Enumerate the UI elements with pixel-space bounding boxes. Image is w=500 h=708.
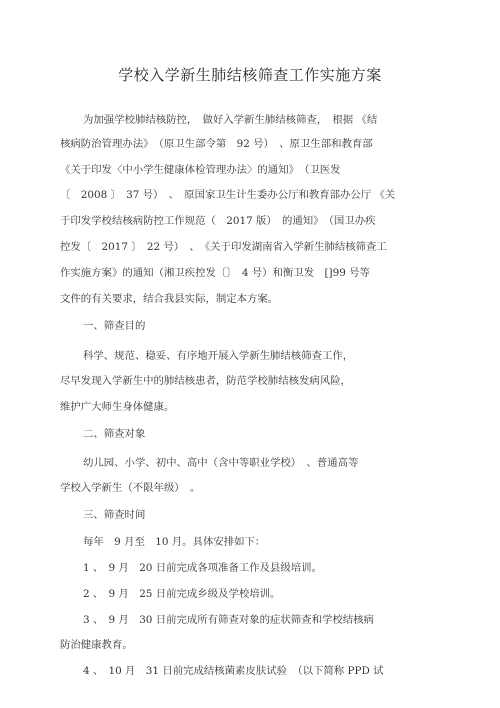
- body-line: 学校入学新生（不限年级） 。: [60, 482, 201, 494]
- body-line: 幼儿园、小学、初中、高中（含中等职业学校） 、普通高等: [83, 457, 359, 469]
- body-line: 文件的有关要求，结合我县实际，制定本方案。: [60, 293, 279, 305]
- body-line: 维护广大师生身体健康。: [60, 401, 175, 413]
- body-line: 《关于印发〈中小学生健康体检管理办法〉的通知》 （卫医发: [60, 164, 341, 176]
- list-item: 4 、 10 月 31 日前完成结核菌素皮肤试验 （以下简称 PPD 试: [83, 665, 384, 677]
- body-line: 每年 9 月至 10 月。具体安排如下：: [83, 536, 266, 548]
- body-line: 于印发学校结核病防控工作规范（ 2017 版） 的通知》 （国卫办疾: [60, 215, 376, 227]
- body-line: 科学、规范、稳妥、有序地开展入学新生肺结核筛查工作，: [83, 350, 354, 362]
- section-heading: 一、筛查目的: [83, 320, 146, 332]
- body-line: 作实施方案》的通知（湘卫疾控发〔〕 4 号）和衡卫发 []99 号等: [60, 267, 370, 279]
- body-line: 为加强学校肺结核防控， 做好入学新生肺结核筛查， 根据 《结: [83, 114, 378, 126]
- body-line: 防治健康教育。: [60, 639, 133, 651]
- list-item: 3 、 9 月 30 日前完成所有筛查对象的症状筛查和学校结核病: [83, 614, 374, 626]
- section-heading: 二、筛查对象: [83, 428, 146, 440]
- body-line: 控发〔 2017 〕 22 号） 、 《关于印发湖南省入学新生肺结核筛查工: [60, 241, 387, 253]
- body-line: 〔 2008 〕 37 号） 、 原国家卫生计生委办公厅和教育部办公厅 《关: [60, 189, 396, 201]
- body-line: 核病防治管理办法》 （原卫生部令第 92 号） 、原卫生部和教育部: [60, 138, 373, 150]
- list-item: 1 、 9 月 20 日前完成各项准备工作及县级培训。: [83, 562, 322, 574]
- document-title: 学校入学新生肺结核筛查工作实施方案: [118, 66, 382, 84]
- section-heading: 三、筛查时间: [83, 509, 146, 521]
- body-line: 尽早发现入学新生中的肺结核患者，防范学校肺结核发病风险，: [60, 375, 351, 387]
- list-item: 2 、 9 月 25 日前完成乡级及学校培训。: [83, 588, 281, 600]
